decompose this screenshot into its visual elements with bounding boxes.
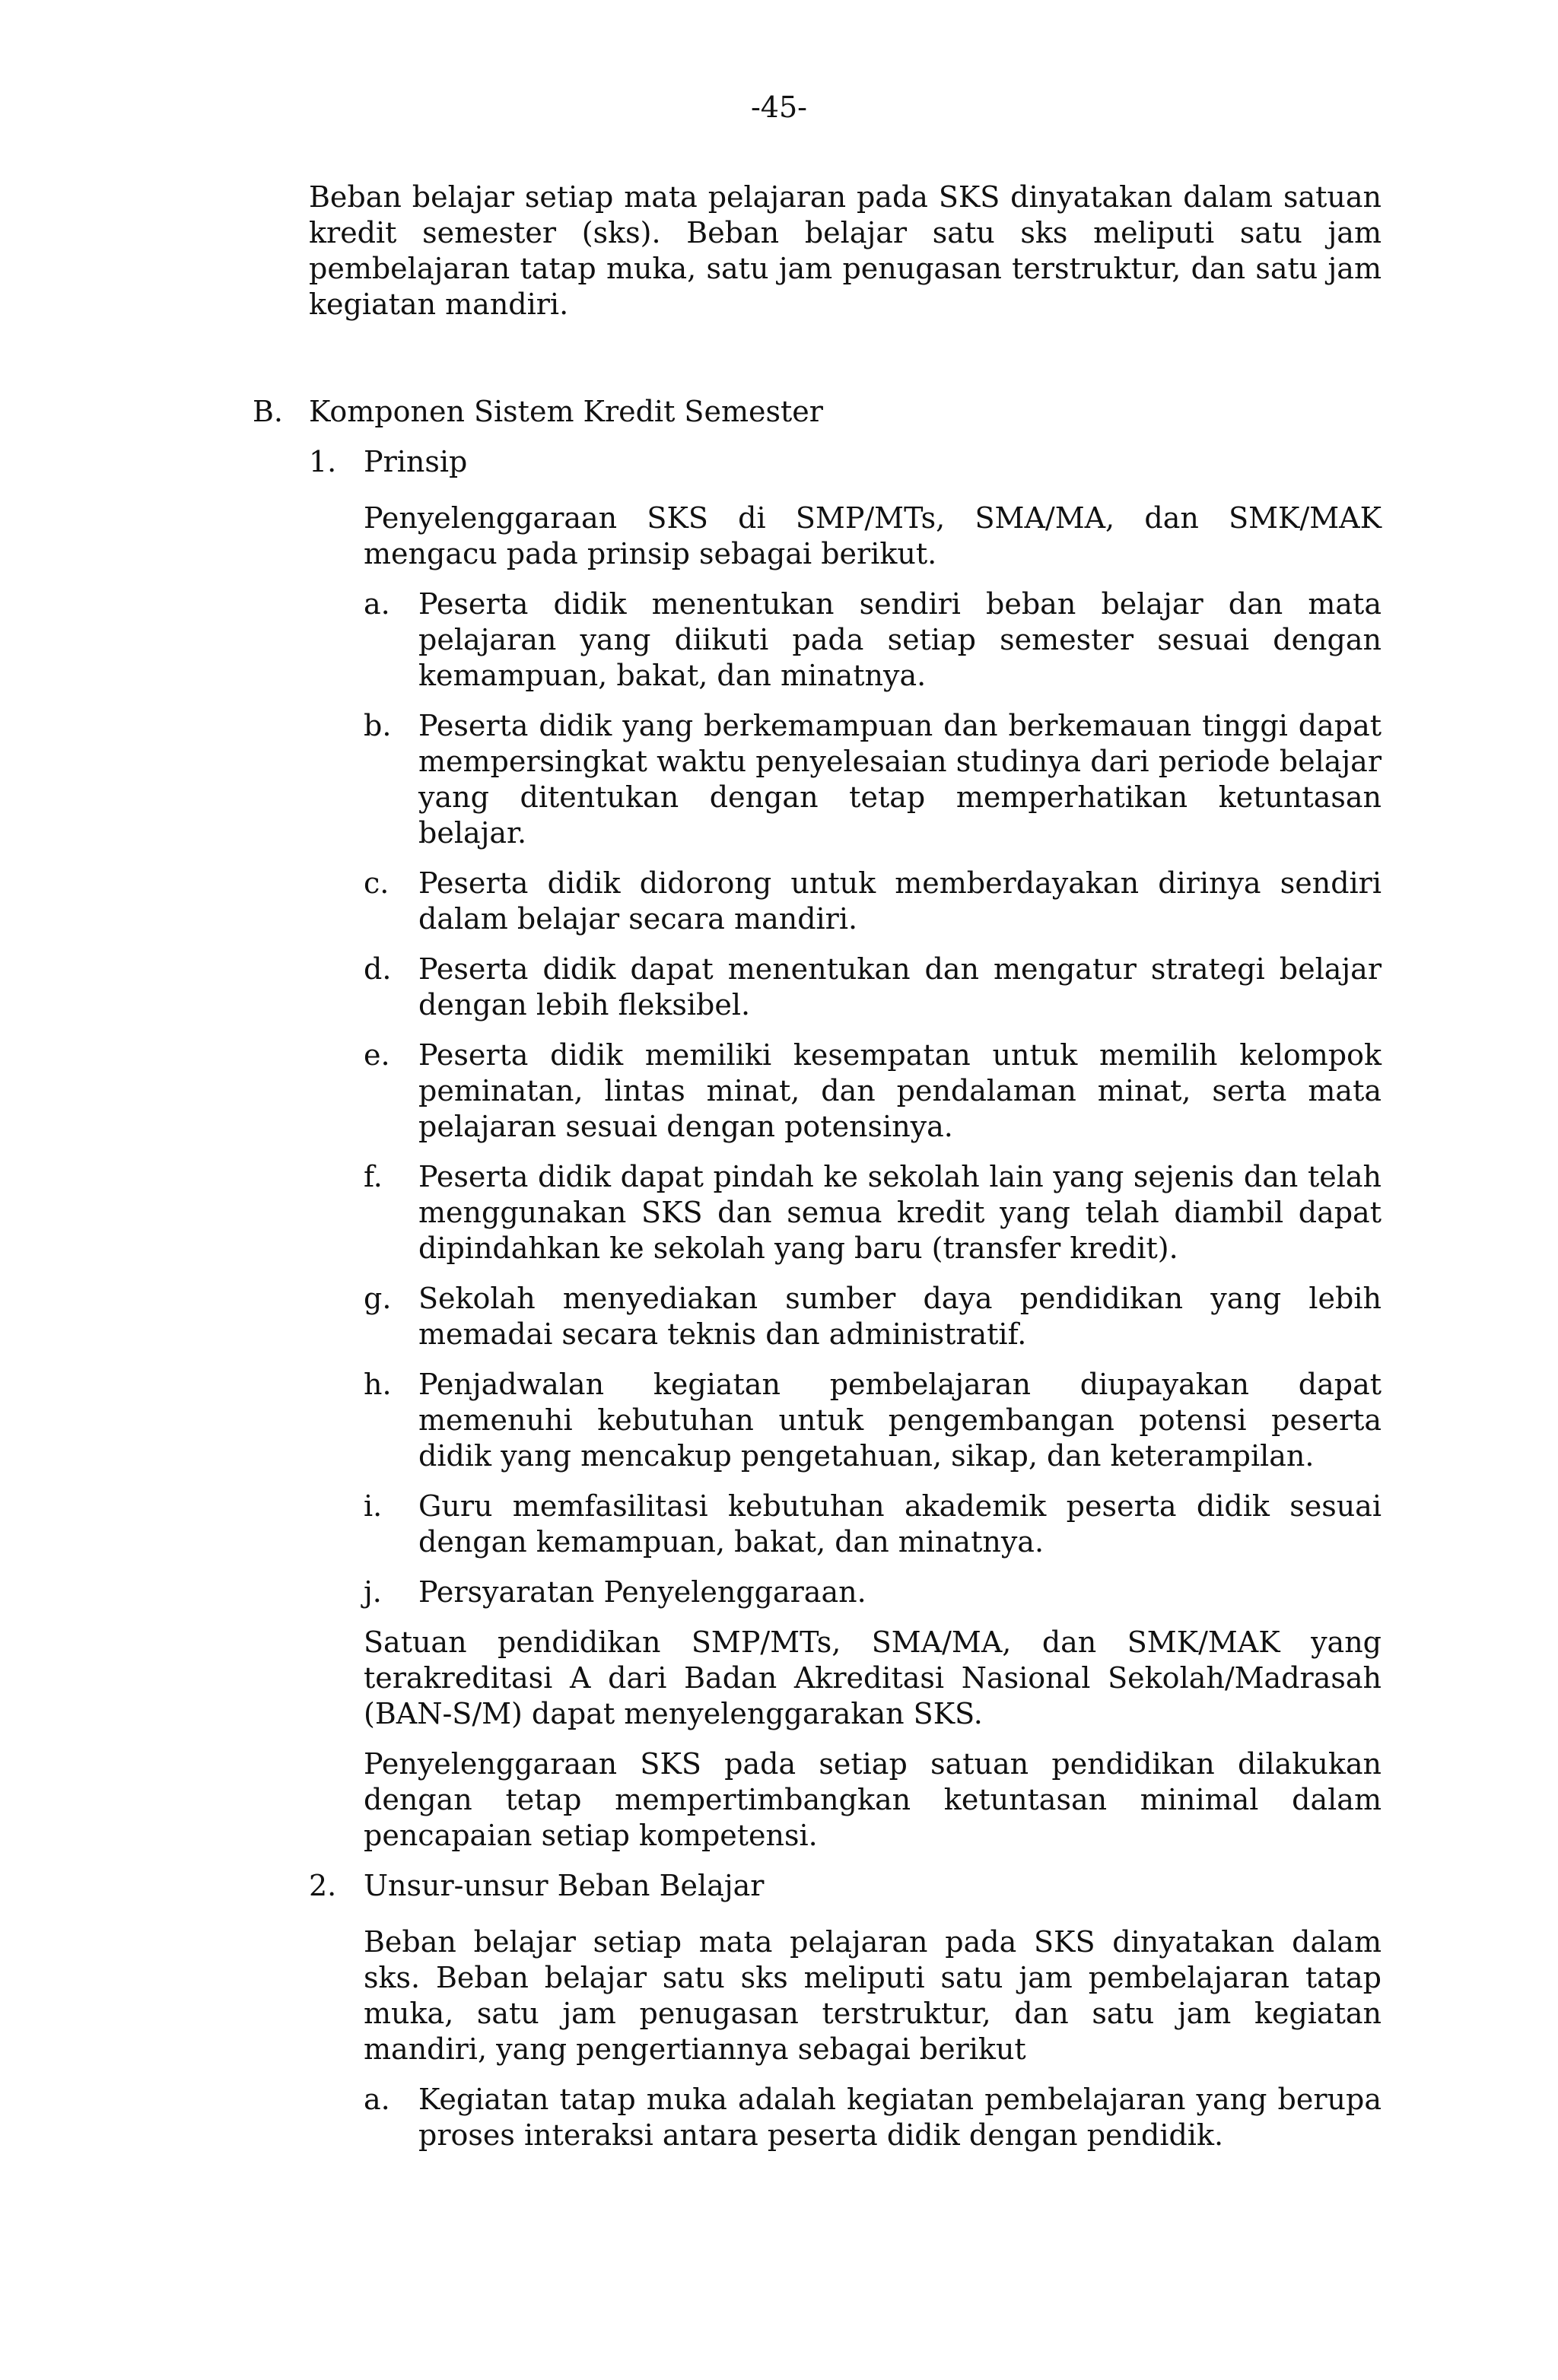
list-item (364, 1574, 1382, 1610)
list-item (364, 1159, 1382, 1266)
list-item (364, 2082, 1382, 2153)
list-text: Peserta didik menentukan sendiri beban belajar dan mata pelajaran yang diikuti pada setiap semester sesuai dengan kemampuan, bakat, dan minatnya. (418, 587, 1382, 692)
list-text: Peserta didik dapat menentukan dan mengatur strategi belajar dengan lebih fleksibel. (418, 952, 1382, 1022)
list-item (364, 1281, 1382, 1352)
list-text: Kegiatan tatap muka adalah kegiatan pembelajaran yang berupa proses interaksi antara peserta didik dengan pendidik. (418, 2083, 1382, 2152)
list-text: Penjadwalan kegiatan pembelajaran diupayakan dapat memenuhi kebutuhan untuk pengembangan potensi peserta didik yang mencakup pengetahuan, sikap, dan keterampilan. (418, 1368, 1382, 1473)
list-marker: j. (364, 1575, 382, 1609)
list-item (364, 952, 1382, 1023)
list-item (364, 866, 1382, 937)
list-text: Peserta didik dapat pindah ke sekolah lain yang sejenis dan telah menggunakan SKS dan semua kredit yang telah diambil dapat dipindahkan ke sekolah yang baru (transfer kredit). (418, 1160, 1382, 1265)
list-text: Sekolah menyediakan sumber daya pendidikan yang lebih memadai secara teknis dan administratif. (418, 1282, 1382, 1351)
list-text: Peserta didik yang berkemampuan dan berkemauan tinggi dapat mempersingkat waktu penyelesaian studinya dari periode belajar yang ditentukan dengan tetap memperhatikan ketuntasan belajar. (418, 709, 1382, 850)
subsection-marker: 2. (309, 1869, 337, 1902)
list-item (364, 1367, 1382, 1474)
subsection-title: Prinsip (364, 445, 468, 478)
list-item (364, 1489, 1382, 1560)
list-marker: i. (364, 1489, 383, 1523)
section-heading (253, 394, 1382, 430)
subsection-heading-prinsip (309, 444, 1382, 480)
page-number: -45- (750, 91, 808, 124)
requirement-paragraph-2: Penyelenggaraan SKS pada setiap satuan pendidikan dilakukan dengan tetap mempertimbangkan ketuntasan minimal dalam pencapaian setiap kompetensi. (364, 1747, 1382, 1852)
list-marker: b. (364, 709, 392, 742)
subsection-heading-unsur (309, 1868, 1382, 1904)
list-marker: a. (364, 2083, 390, 2116)
unsur-paragraph: Beban belajar setiap mata pelajaran pada SKS dinyatakan dalam sks. Beban belajar satu sks meliputi satu jam pembelajaran tatap muka, satu jam penugasan terstruktur, dan satu jam kegiatan mandiri, yang pengertiannya sebagai berikut (364, 1925, 1382, 2066)
list-marker: h. (364, 1368, 392, 1401)
requirement-paragraph-1: Satuan pendidikan SMP/MTs, SMA/MA, dan SMK/MAK yang terakreditasi A dari Badan Akreditasi Nasional Sekolah/Madrasah (BAN-S/M) dapat menyelenggarakan SKS. (364, 1625, 1382, 1730)
prinsip-paragraph: Penyelenggaraan SKS di SMP/MTs, SMA/MA, dan SMK/MAK mengacu pada prinsip sebagai berikut. (364, 501, 1382, 570)
list-marker: c. (364, 866, 390, 900)
section-marker: B. (253, 395, 284, 428)
list-text: Peserta didik didorong untuk memberdayakan dirinya sendiri dalam belajar secara mandiri. (418, 866, 1382, 936)
intro-paragraph: Beban belajar setiap mata pelajaran pada SKS dinyatakan dalam satuan kredit semester (sks). Beban belajar satu sks meliputi satu jam pembelajaran tatap muka, satu jam penugasan terstruktur, dan satu jam kegiatan mandiri. (309, 180, 1382, 321)
section-title: Komponen Sistem Kredit Semester (309, 395, 823, 428)
list-text: Peserta didik memiliki kesempatan untuk memilih kelompok peminatan, lintas minat, dan pendalaman minat, serta mata pelajaran sesuai dengan potensinya. (418, 1038, 1382, 1143)
list-marker: d. (364, 952, 392, 986)
list-text: Persyaratan Penyelenggaraan. (418, 1575, 866, 1609)
subsection-title: Unsur-unsur Beban Belajar (364, 1869, 765, 1902)
list-item (364, 1037, 1382, 1145)
list-text: Guru memfasilitasi kebutuhan akademik peserta didik sesuai dengan kemampuan, bakat, dan minatnya. (418, 1489, 1382, 1559)
prinsip-list (309, 586, 1382, 1610)
document-body (253, 180, 1382, 2168)
unsur-list (309, 2082, 1382, 2153)
list-marker: f. (364, 1160, 383, 1193)
subsection-marker: 1. (309, 445, 337, 478)
list-item (364, 586, 1382, 694)
list-marker: e. (364, 1038, 390, 1072)
list-item (364, 708, 1382, 851)
list-marker: a. (364, 587, 390, 621)
list-marker: g. (364, 1282, 392, 1315)
